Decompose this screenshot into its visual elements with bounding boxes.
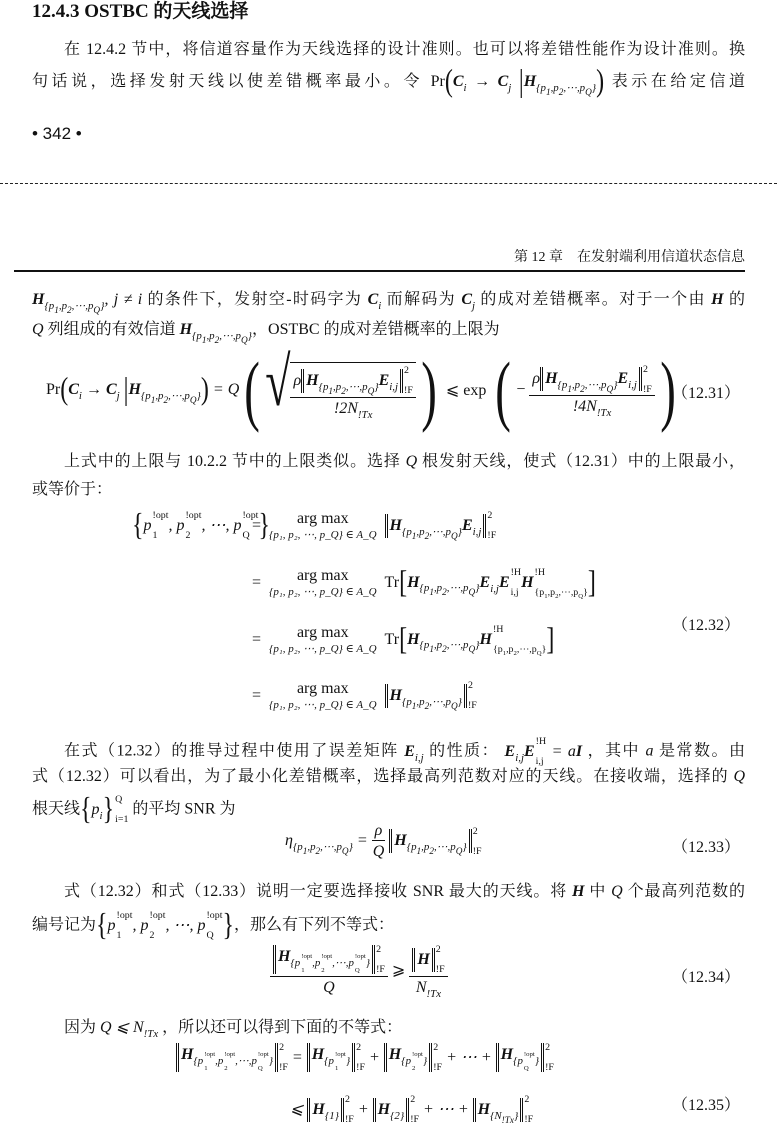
argmax-operator bbox=[269, 510, 377, 541]
numerator: H 2 !F bbox=[409, 944, 447, 977]
argmax-operator bbox=[269, 567, 377, 598]
equation-12-32-row bbox=[252, 680, 477, 712]
equation-12-32-row bbox=[252, 567, 596, 599]
equation-12-31 bbox=[46, 343, 681, 433]
equation-label: （12.33） bbox=[672, 839, 741, 856]
numerator: ρ $H_{\{p_1,p_2,\cdots,p_Q\}}E_{i,j}$ 2 !F bbox=[290, 365, 415, 398]
le-exp: ⩽ exp bbox=[445, 382, 487, 399]
equation-label: （12.32） bbox=[672, 617, 741, 634]
eq-rhs: $H_{\{p_1,p_2,\cdots,p_Q\}}E_{i,j}$ 2 !F bbox=[385, 510, 497, 542]
argmax-text: arg max bbox=[296, 680, 349, 698]
big-close-paren: ) bbox=[421, 346, 437, 433]
paragraph-line: 编号记为{p !opt 1 , p !opt 2 , ⋯, p !opt Q }，那么有下列不等式： bbox=[32, 908, 394, 943]
minus-sign: − bbox=[516, 381, 526, 398]
equation-12-34 bbox=[270, 944, 448, 1000]
running-header: 第 12 章 在发射端利用信道状态信息 bbox=[514, 250, 745, 265]
numerator: ρ $H_{\{p_1,p_2,\cdots,p_Q\}}E_{i,j}$ 2 !F bbox=[529, 364, 654, 397]
big-open-paren: ( bbox=[495, 346, 512, 433]
fraction bbox=[270, 944, 388, 997]
equals-sign: = bbox=[252, 516, 262, 534]
equals-sign: = bbox=[252, 630, 262, 648]
paragraph-line: 式（12.32）和式（12.33）说明一定要选择接收 SNR 最大的天线。将 H 中 Q 个最高列范数的 bbox=[64, 883, 745, 900]
argmax-operator bbox=[269, 680, 377, 711]
equals-sign: = bbox=[252, 686, 262, 704]
argmax-limit: {p₁, p₂, ⋯, p_Q} ∈ A_Q bbox=[269, 699, 377, 712]
paragraph-line: 因为 Q ⩽ $N_{!Tx}$ ，所以还可以得到下面的不等式： bbox=[64, 1019, 403, 1040]
paragraph-line: 上式中的上限与 10.2.2 节中的上限类似。选择 Q 根发射天线，使式（12.31）中的上限最小， bbox=[64, 453, 745, 470]
page-number: • 342 • bbox=[32, 124, 82, 143]
argmax-limit: {p₁, p₂, ⋯, p_Q} ∈ A_Q bbox=[269, 529, 377, 542]
eq-lhs: {p !opt 1 , p !opt 2 , ⋯, p !opt Q } bbox=[132, 508, 270, 543]
denominator: $!2N_{!Tx}$ bbox=[333, 399, 373, 421]
denominator: Q bbox=[372, 843, 385, 860]
header-rule bbox=[14, 270, 745, 272]
denominator: $N_{!Tx}$ bbox=[415, 978, 442, 1000]
paragraph-line: 根天线$\{p_i\}$ Q i=1 的平均 SNR 为 bbox=[32, 792, 236, 827]
equation-label: （12.35） bbox=[672, 1097, 741, 1114]
sqrt-sign: √ bbox=[265, 343, 291, 421]
big-open-paren: ( bbox=[244, 346, 261, 433]
argmax-text: arg max bbox=[296, 567, 349, 585]
paragraph-line: 在式（12.32）的推导过程中使用了误差矩阵 $E_{i,j}$ 的性质： $E_{i,j}E$ !H i,j = aI ，其中 a 是常数。由 bbox=[64, 736, 745, 768]
equation-12-35-line bbox=[290, 1094, 533, 1126]
numerator: ρ bbox=[372, 822, 386, 841]
fraction bbox=[409, 944, 447, 1000]
argmax-operator bbox=[269, 624, 377, 655]
eq-rhs: $H_{\{p_1,p_2,\cdots,p_Q\}}$ 2 !F bbox=[385, 680, 477, 712]
equation-12-32-row bbox=[132, 510, 496, 542]
argmax-text: arg max bbox=[296, 510, 349, 528]
paragraph-line: $H_{\{p_1,p_2,\cdots,p_Q\}}$, j ≠ i 的条件下，发射空-时码字为 $C_i$ 而解码为 $C_j$ 的成对差错概率。对于一个由 H 的 bbox=[32, 291, 745, 316]
equation-12-33 bbox=[285, 822, 482, 861]
eq-line: ⩽ $H_{\{1\}}$ 2 !F + $H_{\{2\}}$ 2 !F + ⋯ + $H_{\{N_{!Tx}\}}$ 2 !F bbox=[290, 1094, 534, 1126]
numerator: $H_{\{p !opt 1 ,p !opt 2 ,\cdots,p !opt Q \}}$ 2 !F bbox=[270, 944, 388, 977]
paragraph-line: 在 12.4.2 节中，将信道容量作为天线选择的设计准则。也可以将差错性能作为设计准则。换 bbox=[64, 41, 745, 58]
equation-label: （12.34） bbox=[672, 969, 741, 986]
fraction bbox=[370, 822, 388, 861]
equation-12-32-row bbox=[252, 624, 554, 656]
fraction bbox=[290, 362, 415, 421]
eq-rhs: $Tr[H_{\{p_1,p_2,\cdots,p_Q\}}H$ !H $\{p_1,p_2,\cdots,p_Q\}$ ] bbox=[384, 622, 555, 658]
argmax-limit: {p₁, p₂, ⋯, p_Q} ∈ A_Q bbox=[269, 643, 377, 656]
eq-rhs: $H_{\{p_1,p_2,\cdots,p_Q\}}$ 2 !F bbox=[389, 826, 481, 858]
paragraph-line: Q 列组成的有效信道 $H_{\{p_1,p_2,\cdots,p_Q\}}$，OSTBC 的成对差错概率的上限为 bbox=[32, 321, 500, 346]
paragraph-line: 式（12.32）可以看出，为了最小化差错概率，选择最高列范数对应的天线。在接收端，选择的 Q bbox=[32, 768, 745, 785]
paragraph-line: 句话说，选择发射天线以使差错概率最小。令 $Pr(C_i \to C_j$ $|H_{\{p_1,p_2,\cdots,p_Q\}}$) 表示在给定信道 bbox=[32, 65, 745, 100]
equation-label: （12.31） bbox=[672, 385, 741, 402]
eq-lhs: $\eta_{\{p_1,p_2,\cdots,p_Q\}}$ = bbox=[285, 831, 368, 857]
eq-line: $H_{\{p !opt 1 ,p !opt 2 ,\cdots,p !opt Q \}}$ 2 !F = $H_{\{p !opt 1 \}}$ 2 !F + $H_{\{p !opt 2 \}}$ 2 !F + ⋯ + $H_{\{p !opt Q \}}$ 2 !F bbox=[176, 1042, 554, 1074]
argmax-text: arg max bbox=[296, 624, 349, 642]
denominator: Q bbox=[323, 978, 335, 996]
square-root bbox=[265, 343, 416, 421]
equation-12-35-line bbox=[176, 1042, 554, 1074]
big-close-paren: ) bbox=[659, 346, 676, 433]
ge-sign: ⩾ bbox=[391, 962, 406, 980]
eq-lhs: $Pr(C_i \to C_j$ $|H_{\{p_1,p_2,\cdots,p_Q\}}) = Q$ bbox=[46, 373, 240, 407]
argmax-limit: {p₁, p₂, ⋯, p_Q} ∈ A_Q bbox=[269, 586, 377, 599]
denominator: $!4N_{!Tx}$ bbox=[572, 398, 612, 420]
eq-rhs: $Tr[H_{\{p_1,p_2,\cdots,p_Q\}}E_{i,j}E$ !H i,j H !H $\{p_1,p_2,\cdots,p_Q\}$ ] bbox=[384, 565, 596, 601]
paragraph-line: 或等价于： bbox=[32, 481, 113, 498]
equals-sign: = bbox=[252, 573, 262, 591]
page-break-divider bbox=[0, 183, 777, 184]
section-title: 12.4.3 OSTBC 的天线选择 bbox=[32, 1, 249, 22]
fraction bbox=[529, 363, 654, 420]
